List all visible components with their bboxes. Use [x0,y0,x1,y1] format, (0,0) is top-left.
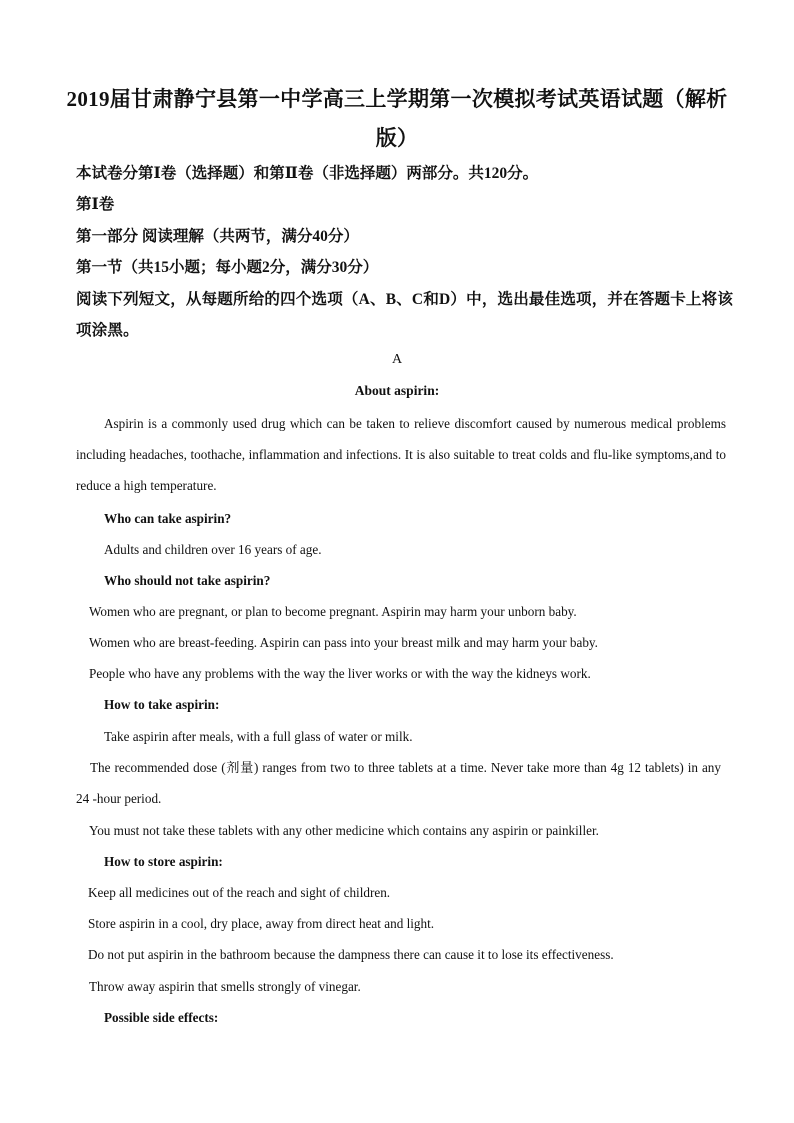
store-item-3: Do not put aspirin in the bathroom because the dampness there can cause it to lose its effectiveness. [88,947,614,962]
passage-title: About aspirin: [354,383,440,398]
who-can-text: Adults and children over 16 years of age. [104,542,322,557]
store-item-1: Keep all medicines out of the reach and sight of children. [88,885,391,900]
page-title: 2019届甘肃静宁县第一中学高三上学期第一次模拟考试英语试题（解析版） [66,87,728,150]
exam-intro: 本试卷分第Ⅰ卷（选择题）和第Ⅱ卷（非选择题）两部分。共120分。 [76,165,539,182]
heading-side-effects: Possible side effects: [104,1010,219,1025]
part-heading: 第一部分 阅读理解（共两节，满分40分） [76,228,359,245]
take-item-2: The recommended dose (剂量) ranges from two to three tablets at a time. Never take more than 4g 12 tablets) in any 24 -hour period. [76,760,721,807]
take-item-3: You must not take these tablets with any other medicine which contains any aspirin or painkiller. [89,823,599,838]
heading-how-take: How to take aspirin: [104,697,220,712]
instructions: 阅读下列短文，从每题所给的四个选项（A、B、C和D）中，选出最佳选项，并在答题卡上将该项涂黑。 [76,291,734,339]
intro-paragraph: Aspirin is a commonly used drug which can be taken to relieve discomfort caused by numerous medical problems including headaches, toothache, inflammation and infections. It is also suitable to treat colds and flu-like symptoms,and to reduce a high temperature. [76,416,726,494]
who-not-item-1: Women who are pregnant, or plan to become pregnant. Aspirin may harm your unborn baby. [89,604,577,619]
who-not-item-3: People who have any problems with the way the liver works or with the way the kidneys work. [89,666,591,681]
store-item-2: Store aspirin in a cool, dry place, away from direct heat and light. [88,916,435,931]
section-heading: 第一节（共15小题；每小题2分，满分30分） [76,259,379,276]
heading-how-store: How to store aspirin: [104,854,223,869]
who-not-item-2: Women who are breast-feeding. Aspirin can pass into your breast milk and may harm your baby. [89,635,598,650]
store-item-4: Throw away aspirin that smells strongly of vinegar. [89,979,361,994]
heading-who-can: Who can take aspirin? [104,511,232,526]
passage-letter: A [391,352,403,367]
take-item-1: Take aspirin after meals, with a full glass of water or milk. [104,729,413,744]
heading-who-not: Who should not take aspirin? [104,573,271,588]
volume-heading: 第Ⅰ卷 [76,196,115,213]
